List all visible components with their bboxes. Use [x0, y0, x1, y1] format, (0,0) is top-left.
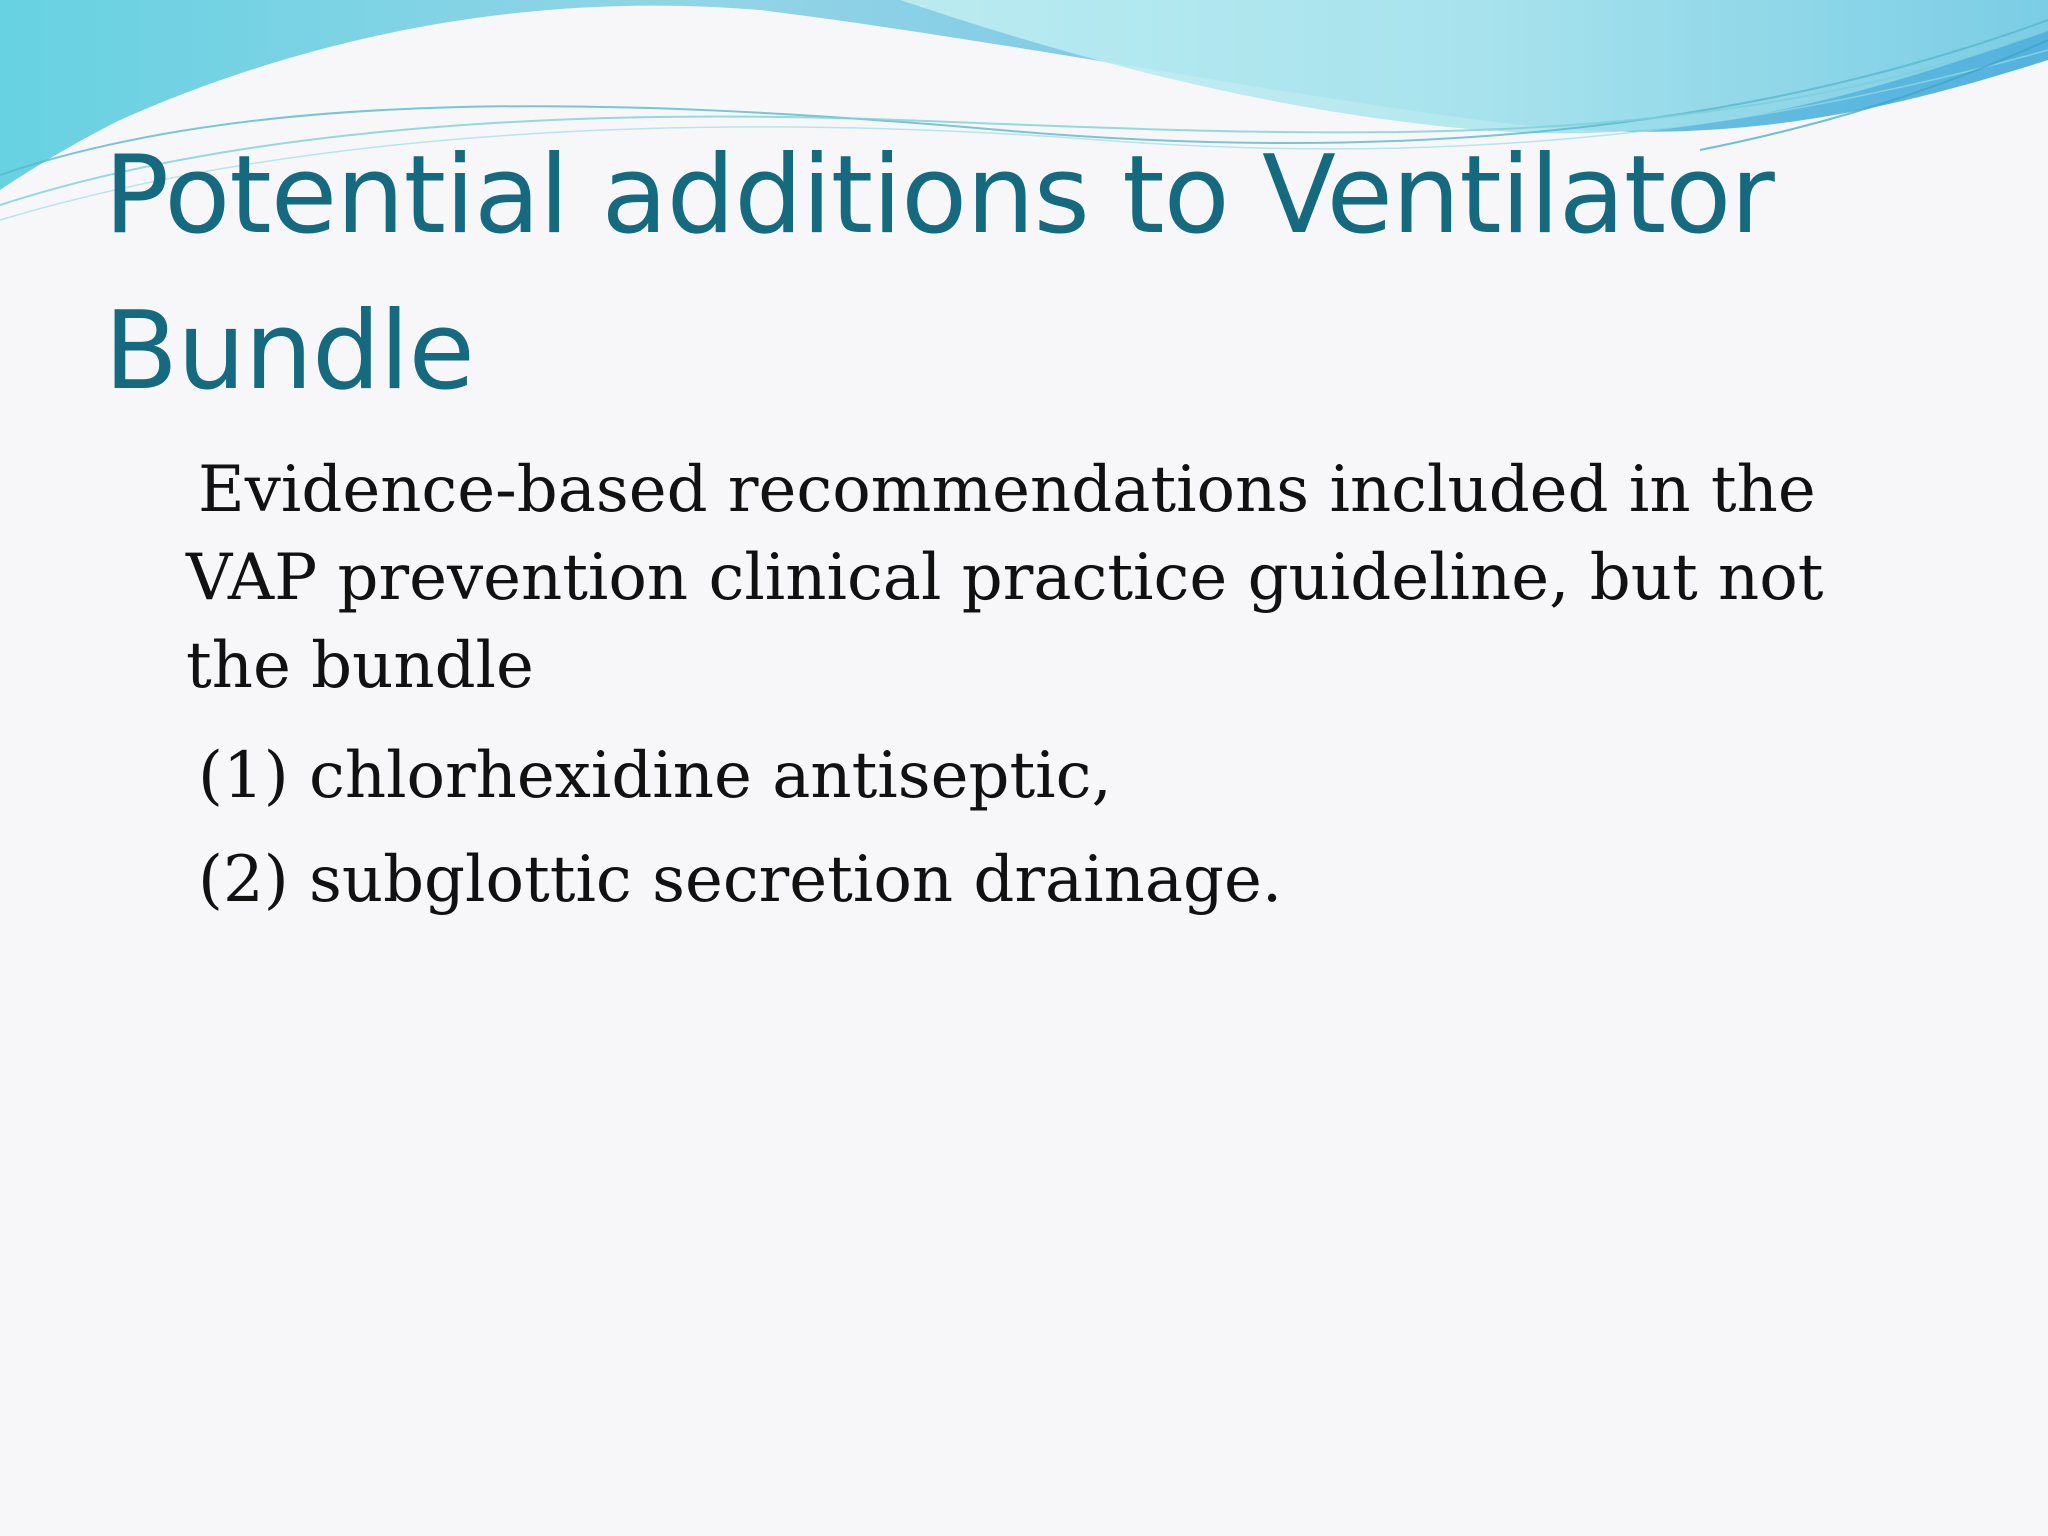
slide-title: Potential additions to Ventilator Bundle — [104, 133, 1774, 414]
slide-body — [186, 446, 1946, 932]
intro-paragraph: Evidence-based recommendations included in the VAP prevention clinical practice guideline, but not the bundle — [186, 453, 1824, 703]
list-item-2: (2) subglottic secretion drainage. — [198, 843, 1283, 917]
list-item-1: (1) chlorhexidine antiseptic, — [198, 739, 1112, 813]
